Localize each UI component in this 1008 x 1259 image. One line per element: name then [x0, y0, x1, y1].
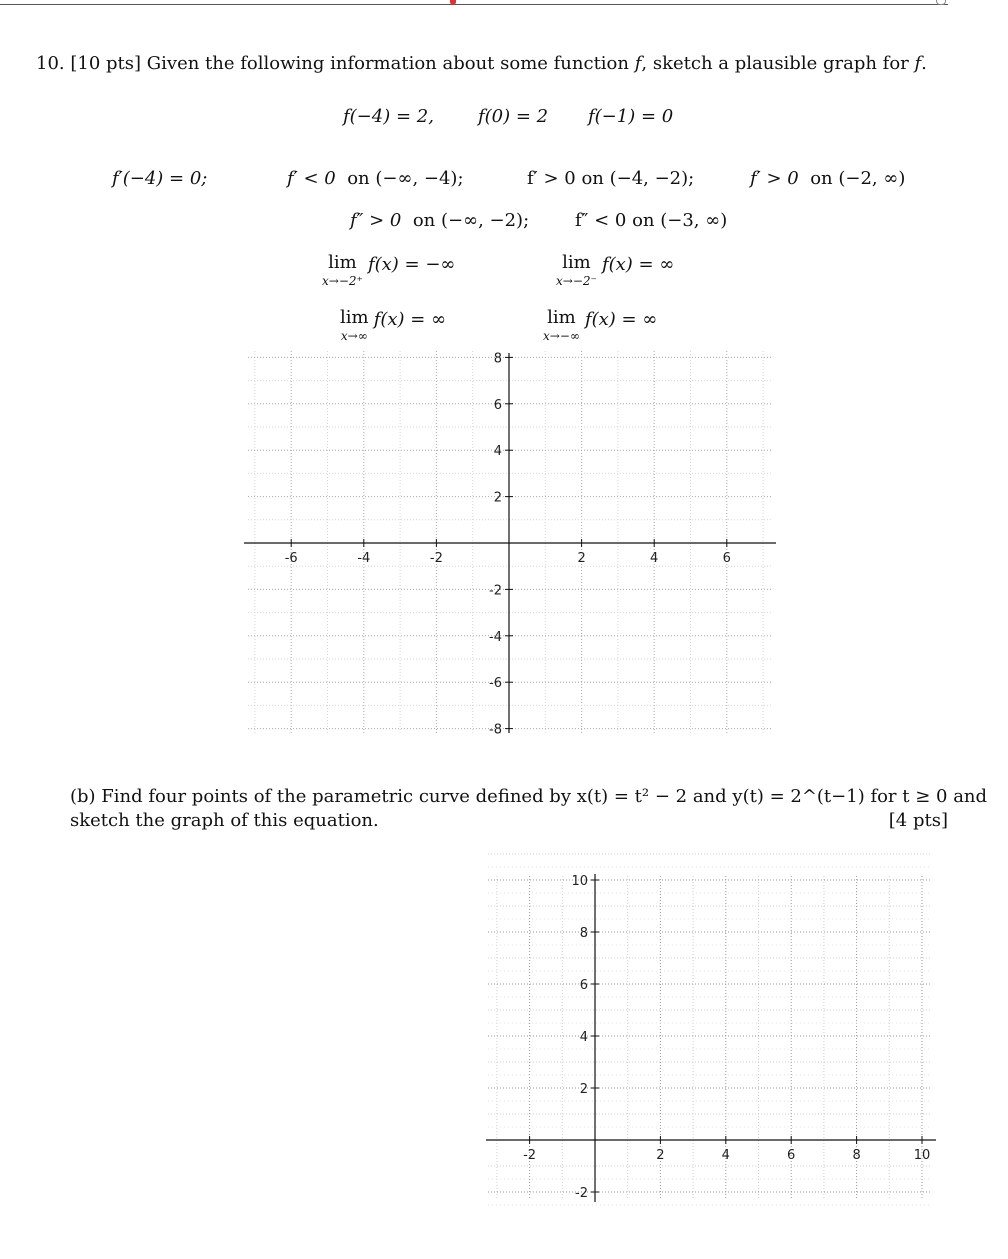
y-tick-label: 4	[493, 444, 502, 460]
limit-pos-infinity: lim x→∞ f(x) = ∞	[340, 307, 447, 343]
x-tick-label: 10	[913, 1148, 931, 1163]
sketch-grid-2[interactable]	[484, 870, 944, 1205]
y-tick-label: -8	[489, 722, 502, 738]
y-tick-label: -6	[489, 676, 502, 692]
fprime-negative: f′ < 0 on (−∞, −4);	[287, 168, 464, 189]
y-tick-label: 4	[579, 1030, 588, 1045]
fprime-positive-1: f′ > 0 on (−4, −2);	[527, 168, 695, 189]
fprime-at-neg4: f′(−4) = 0;	[112, 168, 208, 189]
fdoubleprime-negative: f″ < 0 on (−3, ∞)	[575, 210, 728, 231]
x-tick-label: -2	[429, 551, 443, 566]
y-tick-label: 6	[493, 397, 502, 413]
y-tick-label: 6	[579, 978, 588, 993]
y-tick-label: 10	[571, 874, 588, 889]
limit-right-neg2: lim x→−2⁺ f(x) = −∞	[322, 252, 456, 288]
y-tick-label: -2	[489, 583, 502, 599]
y-tick-label: 2	[493, 490, 502, 506]
x-tick-label: 6	[722, 551, 731, 566]
x-tick-label: 8	[852, 1148, 861, 1163]
x-tick-label: 2	[577, 551, 586, 566]
limit-neg-infinity: lim x→−∞ f(x) = ∞	[543, 307, 658, 343]
value-f-neg4: f(−4) = 2,	[343, 106, 434, 127]
sketch-grid-1[interactable]	[240, 345, 780, 740]
x-tick-label: -6	[284, 551, 298, 566]
x-tick-label: 4	[721, 1148, 730, 1163]
value-f-0: f(0) = 2	[478, 106, 549, 127]
x-tick-label: -2	[523, 1148, 537, 1163]
part-b-line-1: (b) Find four points of the parametric curve defined by x(t) = t² − 2 and y(t) = 2^(t−1) for t ≥ 0 and	[70, 786, 988, 807]
problem-number: 10.	[36, 53, 65, 74]
page-top-rule	[0, 4, 948, 5]
x-tick-label: 4	[650, 551, 659, 566]
part-b-points: [4 pts]	[888, 810, 948, 831]
problem-statement: 10. [10 pts] Given the following information about some function f, sketch a plausible graph for f.	[36, 53, 927, 74]
y-tick-label: 8	[579, 926, 588, 941]
x-tick-label: 6	[787, 1148, 796, 1163]
problem-points: [10 pts]	[70, 53, 142, 74]
x-tick-label: 2	[656, 1148, 665, 1163]
fprime-positive-2: f′ > 0 on (−2, ∞)	[750, 168, 906, 189]
y-tick-label: -4	[489, 629, 502, 645]
value-f-neg1: f(−1) = 0	[588, 106, 674, 127]
fdoubleprime-positive: f″ > 0 on (−∞, −2);	[350, 210, 530, 231]
y-tick-label: 2	[579, 1082, 588, 1097]
y-tick-label: 8	[493, 351, 502, 367]
part-b-line-2: sketch the graph of this equation.	[70, 810, 379, 831]
x-tick-label: -4	[357, 551, 371, 566]
y-tick-label: -2	[575, 1186, 588, 1201]
limit-left-neg2: lim x→−2⁻ f(x) = ∞	[556, 252, 675, 288]
